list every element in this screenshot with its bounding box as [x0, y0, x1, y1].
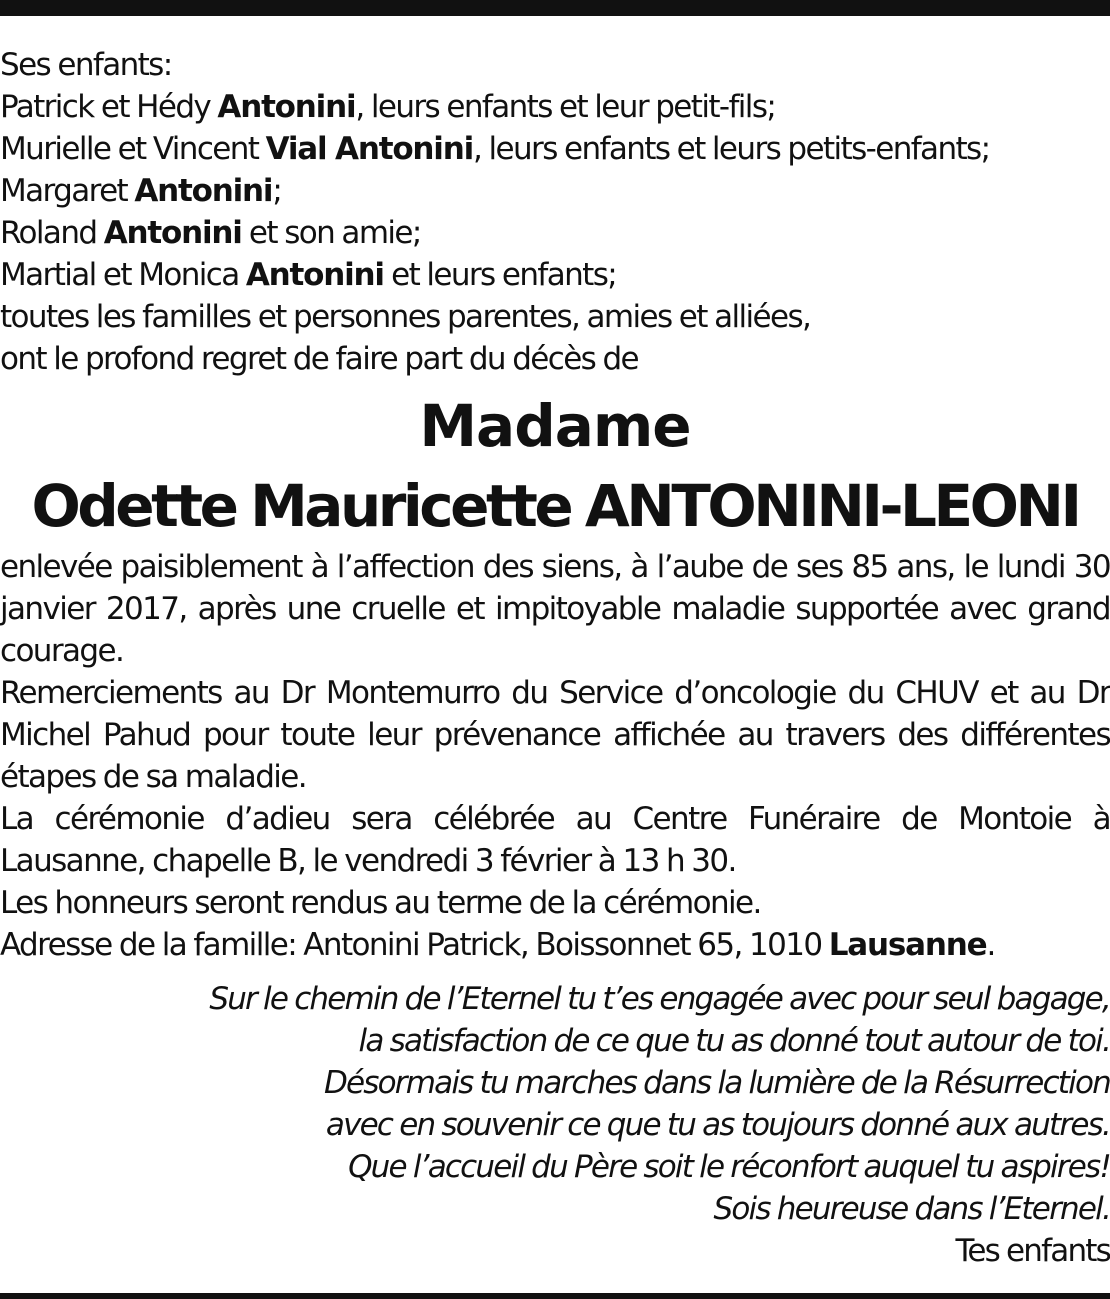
address-text: Adresse de la famille: Antonini Patrick, Boissonnet 65, 1010	[0, 927, 829, 963]
bottom-rule	[0, 1293, 1110, 1299]
family-member-detail: , leurs enfants et leur petit-fils;	[355, 89, 776, 125]
notice-body	[0, 546, 1110, 966]
ceremony-paragraph: La cérémonie d’adieu sera célébrée au Centre Funéraire de Montoie à Lausanne, chapelle B, le vendredi 3 février à 13 h 30.	[0, 801, 1110, 879]
poem-line: Sur le chemin de l’Eternel tu t’es engagée avec pour seul bagage,	[209, 981, 1110, 1017]
family-surname: Antonini	[103, 215, 242, 251]
passing-paragraph: enlevée paisiblement à l’affection des siens, à l’aube de ses 85 ans, le lundi 30 janvier 2017, après une cruelle et impitoyable maladie supportée avec grand courage.	[0, 549, 1110, 669]
family-line	[0, 212, 1110, 254]
honours-paragraph: Les honneurs seront rendus au terme de la cérémonie.	[0, 885, 761, 921]
poem-line: Sois heureuse dans l’Eternel.	[713, 1191, 1110, 1227]
family-member-names: Margaret	[0, 173, 135, 209]
family-address	[0, 924, 1110, 966]
family-member-detail: et son amie;	[241, 215, 421, 251]
family-list	[0, 44, 1110, 380]
deceased-honorific: Madame	[419, 392, 691, 460]
family-line	[0, 86, 1110, 128]
family-surname: Antonini	[217, 89, 356, 125]
family-surname: Antonini	[134, 173, 273, 209]
poem-line: Désormais tu marches dans la lumière de la Résurrection	[323, 1065, 1110, 1101]
top-rule	[0, 0, 1110, 16]
poem-line: Que l’accueil du Père soit le réconfort auquel tu aspires!	[348, 1149, 1110, 1185]
family-announcement: ont le profond regret de faire part du décès de	[0, 341, 639, 377]
family-member-names: Patrick et Hédy	[0, 89, 218, 125]
family-intro: Ses enfants:	[0, 47, 172, 83]
family-member-detail: ;	[272, 173, 282, 209]
family-member-detail: , leurs enfants et leurs petits-enfants;	[473, 131, 990, 167]
poem-signature: Tes enfants	[955, 1233, 1110, 1269]
thanks-paragraph: Remerciements au Dr Montemurro du Service d’oncologie du CHUV et au Dr Michel Pahud pour toute leur prévenance affichée au travers des différentes étapes de sa maladie.	[0, 675, 1110, 795]
family-relatives: toutes les familles et personnes parentes, amies et alliées,	[0, 299, 811, 335]
family-member-detail: et leurs enfants;	[383, 257, 617, 293]
family-line	[0, 128, 1110, 170]
deceased-name: Odette Mauricette ANTONINI-LEONI	[31, 472, 1079, 540]
family-surname: Vial Antonini	[265, 131, 474, 167]
poem-line: avec en souvenir ce que tu as toujours donné aux autres.	[325, 1107, 1110, 1143]
deceased-heading	[0, 386, 1110, 546]
family-line	[0, 170, 1110, 212]
address-city: Lausanne	[828, 927, 987, 963]
family-member-names: Roland	[0, 215, 104, 251]
poem-line: la satisfaction de ce que tu as donné tout autour de toi.	[358, 1023, 1110, 1059]
family-member-names: Martial et Monica	[0, 257, 246, 293]
family-surname: Antonini	[245, 257, 384, 293]
family-member-names: Murielle et Vincent	[0, 131, 266, 167]
family-line	[0, 254, 1110, 296]
poem	[0, 978, 1110, 1272]
address-end: .	[986, 927, 995, 963]
